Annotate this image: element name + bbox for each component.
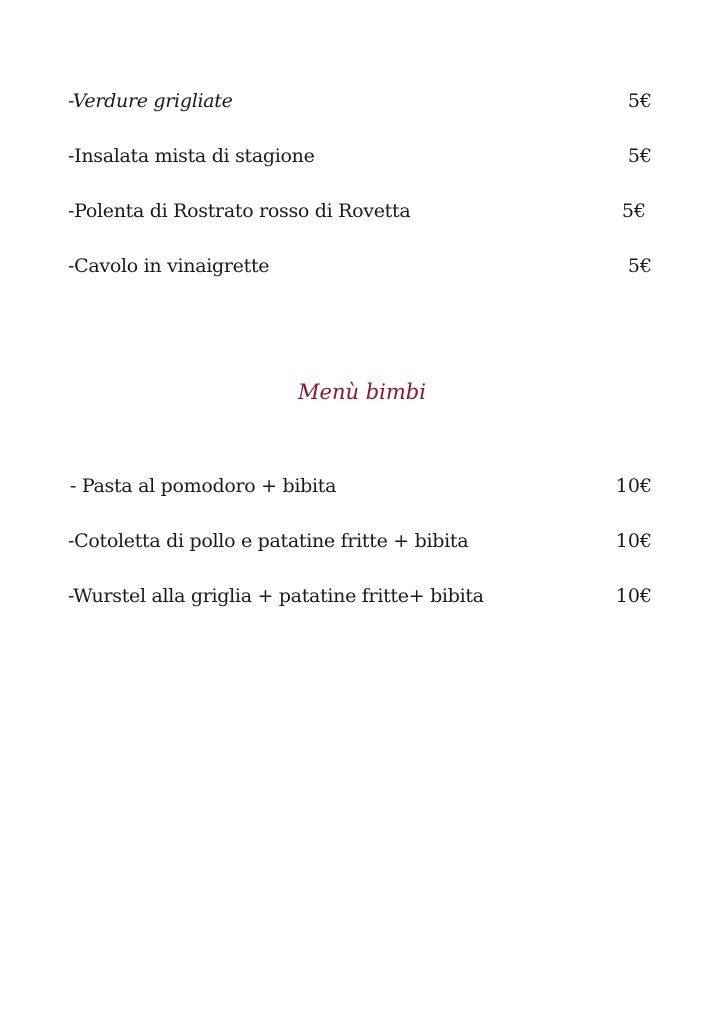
menu-item-verdure-grigliate <box>0 86 724 116</box>
menu-item-cotoletta <box>0 526 724 556</box>
menu-item-cavolo <box>0 251 724 281</box>
menu-item-insalata-mista <box>0 141 724 171</box>
menu-item-wurstel <box>0 581 724 611</box>
menu-item-polenta <box>0 196 724 226</box>
menu-item-price: 10€ <box>615 475 652 497</box>
menu-item-price: 5€ <box>627 255 652 277</box>
menu-item-name: -Verdure grigliate <box>68 90 233 112</box>
menu-item-name: -Cotoletta di pollo e patatine fritte + bibita <box>68 530 469 552</box>
menu-item-name: -Insalata mista di stagione <box>68 145 315 167</box>
menu-item-price: 5€ <box>627 145 652 167</box>
menu-item-price: 5€ <box>621 200 646 222</box>
menu-item-price: 5€ <box>627 90 652 112</box>
menu-item-price: 10€ <box>615 530 652 552</box>
menu-item-name: -Wurstel alla griglia + patatine fritte+ bibita <box>68 585 484 607</box>
menu-item-name: -Polenta di Rostrato rosso di Rovetta <box>68 200 411 222</box>
section-title-menu-bimbi: Menù bimbi <box>298 380 426 404</box>
menu-item-name: -Cavolo in vinaigrette <box>68 255 270 277</box>
menu-item-name: - Pasta al pomodoro + bibita <box>70 475 337 497</box>
menu-item-pasta-pomodoro <box>0 471 724 501</box>
menu-item-price: 10€ <box>615 585 652 607</box>
